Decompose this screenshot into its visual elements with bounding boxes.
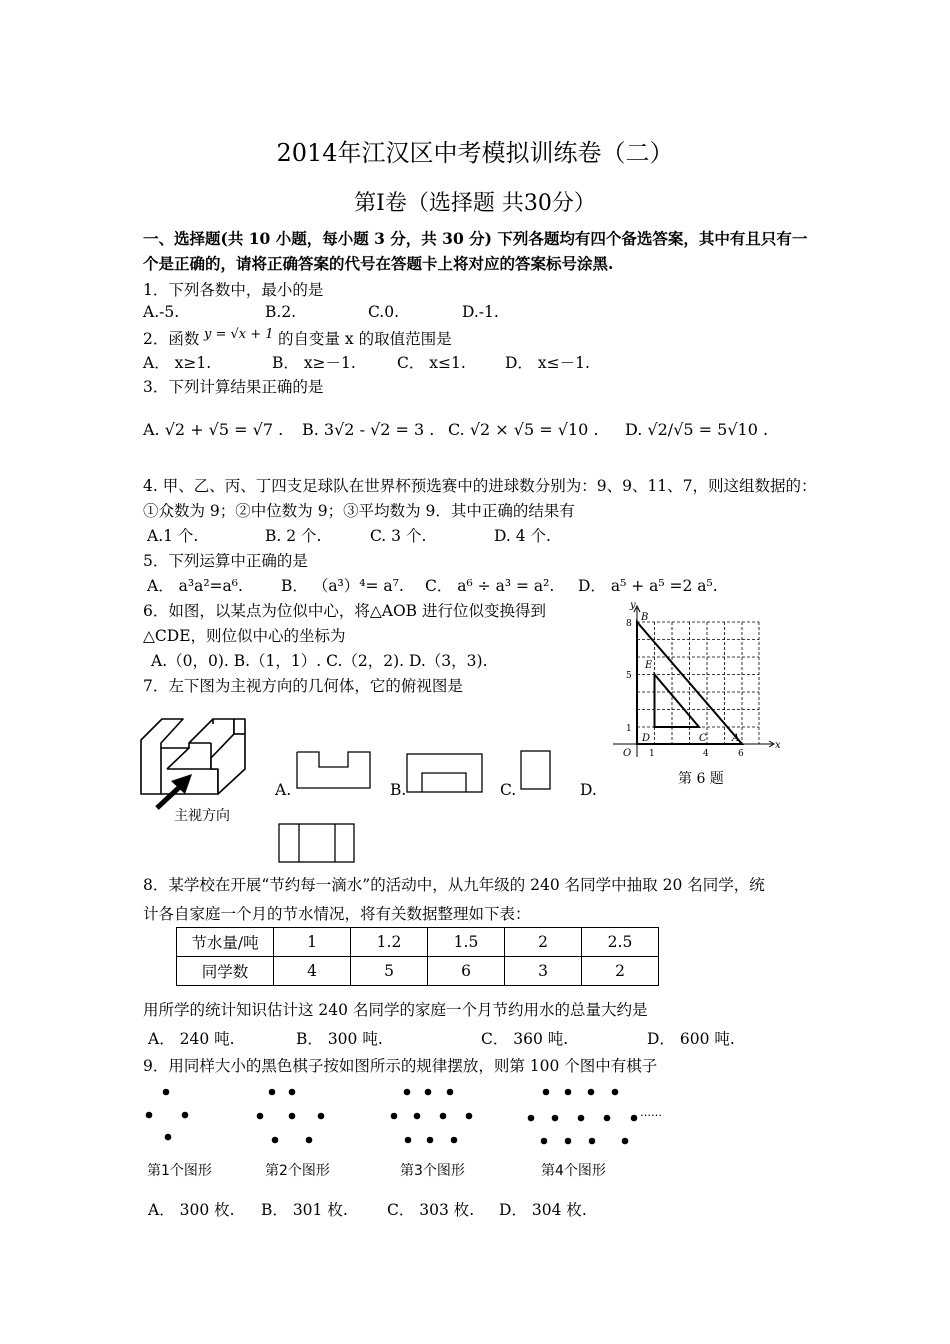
q2-option-c: C． x≤1.	[397, 354, 466, 372]
q8-cell: 1.2	[351, 928, 428, 957]
q9-fig-label-1: 第1个图形	[147, 1163, 212, 1179]
q9-option-b: B． 301 枚.	[261, 1201, 348, 1219]
q1-option-a: A.-5.	[143, 303, 180, 321]
q7-stem: 7．左下图为主视方向的几何体，它的俯视图是	[143, 677, 463, 695]
q9-fig-label-2: 第2个图形	[265, 1163, 330, 1179]
q6-coordinate-figure	[605, 600, 785, 765]
q5-option-d: D． a⁵ + a⁵ =2 a⁵.	[578, 577, 718, 595]
q6-axis-x: x	[775, 740, 781, 751]
q8-cell: 2	[505, 928, 582, 957]
q6-tick-y-5: 5	[626, 671, 632, 681]
q9-option-d: D． 304 枚.	[499, 1201, 587, 1219]
q6-label-e: E	[645, 660, 653, 671]
q8-cell: 2	[582, 957, 659, 986]
q9-ellipsis: ……	[640, 1106, 662, 1119]
q8-cell: 5	[351, 957, 428, 986]
q2-option-a: A． x≥1.	[143, 354, 212, 372]
q9-stem: 9．用同样大小的黑色棋子按如图所示的规律摆放，则第 100 个图中有棋子	[143, 1057, 658, 1075]
q6-tick-x-4: 4	[703, 749, 709, 759]
exam-title: 2014年江汉区中考模拟训练卷（二）	[276, 139, 674, 167]
q8-table	[176, 927, 659, 986]
q8-option-d: D． 600 吨.	[647, 1030, 735, 1048]
q9-option-c: C． 303 枚.	[387, 1201, 475, 1219]
q6-tick-y-8: 8	[626, 619, 632, 629]
q1-option-c: C.0.	[368, 303, 400, 321]
q8-option-c: C． 360 吨.	[481, 1030, 569, 1048]
q8-line3: 用所学的统计知识估计这 240 名同学的家庭一个月节约用水的总量大约是	[143, 1001, 648, 1019]
q9-fig-label-3: 第3个图形	[400, 1163, 465, 1179]
q8-line1: 8．某学校在开展“节约每一滴水”的活动中，从九年级的 240 名同学中抽取 20 名同学，统	[143, 876, 765, 894]
q8-cell: 1.5	[428, 928, 505, 957]
q9-dot-patterns	[140, 1082, 680, 1162]
q9-fig-label-4: 第4个图形	[541, 1163, 606, 1179]
q7-option-c: C.	[500, 781, 517, 799]
table-row	[177, 957, 659, 986]
q2-stem-pre: 2．函数	[143, 330, 200, 348]
q7-option-c-shape	[519, 749, 554, 794]
q8-option-a: A． 240 吨.	[148, 1030, 235, 1048]
q6-axis-y: y	[630, 600, 636, 611]
section-title: 第I卷（选择题 共30分）	[354, 191, 596, 216]
q2-option-d: D． x≤－1.	[505, 354, 590, 372]
q2-formula: y = √x + 1	[204, 327, 274, 342]
q6-line2: △CDE，则位似中心的坐标为	[143, 627, 346, 645]
q7-option-a-shape	[295, 750, 375, 792]
q8-cell: 2.5	[582, 928, 659, 957]
q8-cell: 同学数	[177, 957, 274, 986]
q6-label-o: O	[623, 748, 632, 759]
q4-option-a: A.1 个.	[147, 527, 199, 545]
q8-cell: 1	[274, 928, 351, 957]
instructions-line2: 个是正确的，请将正确答案的代号在答题卡上将对应的答案标号涂黑.	[143, 254, 614, 273]
q8-cell: 3	[505, 957, 582, 986]
q5-option-c: C． a⁶ ÷ a³ = a².	[425, 577, 555, 595]
q7-option-d-shape	[277, 822, 359, 867]
q6-tick-y-1: 1	[626, 724, 632, 734]
q1-stem: 1．下列各数中，最小的是	[143, 281, 324, 299]
q6-label-d: D	[642, 733, 651, 744]
q4-line2: ①众数为 9；②中位数为 9；③平均数为 9．其中正确的结果有	[143, 502, 575, 520]
q1-option-b: B.2.	[265, 303, 297, 321]
q3-option-a: A. √2 + √5 = √7 .	[143, 420, 284, 439]
q7-option-a: A.	[275, 781, 292, 799]
q5-option-b: B． （a³）⁴= a⁷.	[281, 577, 404, 595]
q7-option-d: D.	[580, 781, 597, 799]
table-row	[177, 928, 659, 957]
instructions-line1: 一、选择题(共 10 小题，每小题 3 分，共 30 分) 下列各题均有四个备选答案，其中有且只有一	[143, 229, 808, 248]
q6-line1: 6．如图，以某点为位似中心，将△AOB 进行位似变换得到	[143, 602, 547, 620]
q2-option-b: B． x≥－1.	[272, 354, 356, 372]
q9-option-a: A． 300 枚.	[148, 1201, 235, 1219]
q7-option-b-shape	[405, 752, 485, 794]
q3-option-c: C. √2 × √5 = √10 .	[448, 420, 599, 439]
q8-line2: 计各自家庭一个月的节水情况，将有关数据整理如下表：	[143, 905, 531, 923]
q4-option-d: D. 4 个.	[494, 527, 551, 545]
q8-cell: 6	[428, 957, 505, 986]
q6-label-a: A	[732, 733, 740, 744]
q4-line1: 4. 甲、乙、丙、丁四支足球队在世界杯预选赛中的进球数分别为：9、9、11、7，则这组数据的：	[143, 477, 817, 495]
q6-options: A.（0，0). B.（1，1）. C.（2，2). D.（3，3).	[151, 652, 488, 670]
q6-label-c: C	[699, 733, 707, 744]
q5-stem: 5．下列运算中正确的是	[143, 552, 308, 570]
q6-tick-x-1: 1	[649, 749, 655, 759]
q2-stem-post: 的自变量 x 的取值范围是	[278, 330, 452, 348]
q3-stem: 3．下列计算结果正确的是	[143, 378, 324, 396]
q3-option-d: D. √2/√5 = 5√10 .	[625, 420, 769, 439]
q4-option-b: B. 2 个.	[265, 527, 322, 545]
q8-cell: 节水量/吨	[177, 928, 274, 957]
q6-tick-x-6: 6	[738, 749, 744, 759]
q1-option-d: D.-1.	[462, 303, 499, 321]
q3-option-b: B. 3√2 - √2 = 3 .	[302, 420, 435, 439]
q7-view-label: 主视方向	[174, 808, 230, 824]
q8-option-b: B． 300 吨.	[296, 1030, 383, 1048]
q5-option-a: A． a³a²=a⁶.	[147, 577, 243, 595]
q8-cell: 4	[274, 957, 351, 986]
q6-caption: 第 6 题	[678, 771, 724, 787]
q7-option-b: B.	[390, 781, 407, 799]
q6-label-b: B	[641, 612, 649, 623]
q4-option-c: C. 3 个.	[370, 527, 427, 545]
